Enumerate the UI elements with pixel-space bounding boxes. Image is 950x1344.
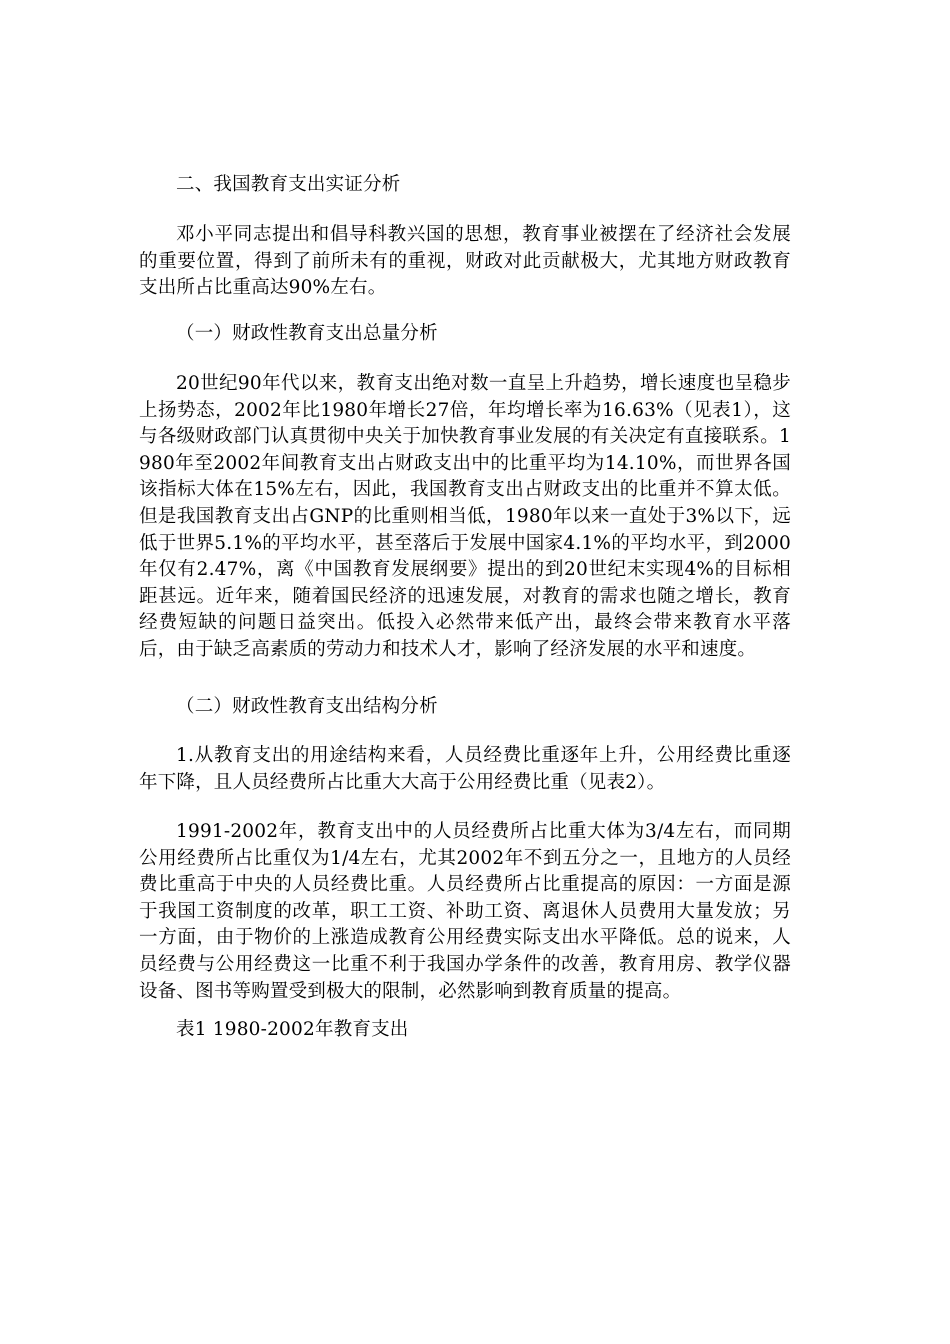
paragraph-total-analysis: 20世纪90年代以来，教育支出绝对数一直呈上升趋势，增长速度也呈稳步上扬势态，2002年比1980年增长27倍，年均增长率为16.63%（见表1），这与各级财政部门认真贯彻中央关于加快教育事业发展的有关决定有直接联系。1980年至2002年间教育支出占财政支出中的比重平均为14.10%，而世界各国该指标大体在15%左右，因此，我国教育支出占财政支出的比重并不算太低。但是我国教育支出占GNP的比重则相当低，1980年以来一直处于3%以下，远低于世界5.1%的平均水平，甚至落后于发展中国家4.1%的平均水平，到2000年仅有2.47%，离《中国教育发展纲要》提出的到20世纪末实现4%的目标相距甚远。近年来，随着国民经济的迅速发展，对教育的需求也随之增长，教育经费短缺的问题日益突出。低投入必然带来低产出，最终会带来教育水平落后，由于缺乏高素质的劳动力和技术人才，影响了经济发展的水平和速度。 <box>139 373 792 660</box>
paragraph-structure-personnel: 1991-2002年，教育支出中的人员经费所占比重大体为3/4左右，而同期公用经费所占比重仅为1/4左右，尤其2002年不到五分之一，且地方的人员经费比重高于中央的人员经费比重。人员经费所占比重提高的原因：一方面是源于我国工资制度的改革，职工工资、补助工资、离退休人员费用大量发放；另一方面，由于物价的上涨造成教育公用经费实际支出水平降低。总的说来，人员经费与公用经费这一比重不利于我国办学条件的改善，教育用房、教学仪器设备、图书等购置受到极大的限制，必然影响到教育质量的提高。 <box>139 821 791 1002</box>
subheading-total-analysis: （一）财政性教育支出总量分析 <box>176 323 438 344</box>
intro-paragraph: 邓小平同志提出和倡导科教兴国的思想，教育事业被摆在了经济社会发展的重要位置，得到了前所未有的重视，财政对此贡献极大，尤其地方财政教育支出所占比重高达90%左右。 <box>139 224 791 299</box>
subheading-structure-analysis: （二）财政性教育支出结构分析 <box>176 696 438 717</box>
paragraph-structure-usage: 1.从教育支出的用途结构来看，人员经费比重逐年上升，公用经费比重逐年下降，且人员经费所占比重大大高于公用经费比重（见表2）。 <box>139 745 791 793</box>
table-caption: 表1 1980-2002年教育支出 <box>176 1019 409 1040</box>
section-heading: 二、我国教育支出实证分析 <box>176 174 401 195</box>
